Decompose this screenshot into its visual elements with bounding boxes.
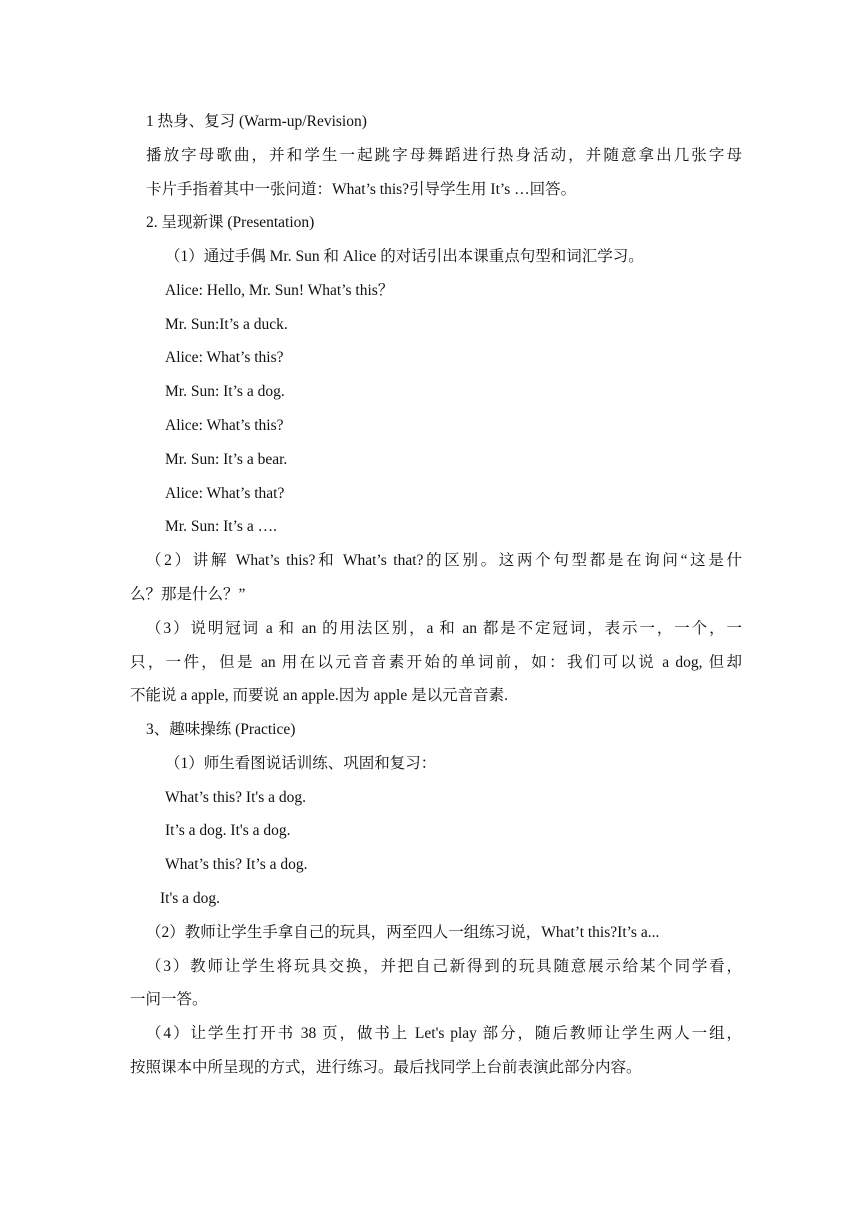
paragraph-line: （2）教师让学生手拿自己的玩具，两至四人一组练习说，What’t this?It’s a...: [146, 924, 660, 941]
dialogue-line: Alice: Hello, Mr. Sun! What’s this？: [165, 282, 394, 299]
dialogue-line: Alice: What’s this?: [165, 417, 284, 434]
paragraph-line: 不能说 a apple, 而要说 an apple.因为 apple 是以元音音素.: [130, 687, 508, 704]
practice-line: It's a dog.: [160, 890, 221, 907]
section-heading-warmup: 1 热身、复习 (Warm-up/Revision): [146, 113, 367, 130]
dialogue-line: Mr. Sun:It’s a duck.: [165, 316, 288, 333]
dialogue-line: Alice: What’s that?: [165, 485, 285, 502]
dialogue-line: Mr. Sun: It’s a bear.: [165, 451, 288, 468]
dialogue-line: Mr. Sun: It’s a ….: [165, 518, 277, 535]
paragraph-line: 只，一件，但是 an 用在以元音音素开始的单词前，如：我们可以说 a dog, 但却: [130, 654, 742, 671]
paragraph-line: （3）教师让学生将玩具交换，并把自己新得到的玩具随意展示给某个同学看，: [146, 958, 742, 975]
dialogue-line: Mr. Sun: It’s a dog.: [165, 383, 285, 400]
practice-line: What’s this? It's a dog.: [165, 789, 306, 806]
practice-line: What’s this? It’s a dog.: [165, 856, 308, 873]
paragraph-line: 卡片手指着其中一张问道：What’s this?引导学生用 It’s …回答。: [146, 181, 577, 198]
section-heading-practice: 3、趣味操练 (Practice): [146, 721, 296, 738]
practice-line: It’s a dog. It's a dog.: [165, 822, 291, 839]
paragraph-line: （2）讲解 What’s this?和 What’s that?的区别。这两个句型都是在询问“这是什: [146, 552, 742, 569]
paragraph-line: 么？那是什么？”: [130, 586, 246, 603]
paragraph-line: （1）通过手偶 Mr. Sun 和 Alice 的对话引出本课重点句型和词汇学习。: [165, 248, 644, 265]
paragraph-line: 按照课本中所呈现的方式，进行练习。最后找同学上台前表演此部分内容。: [130, 1059, 642, 1076]
paragraph-line: 播放字母歌曲，并和学生一起跳字母舞蹈进行热身活动，并随意拿出几张字母: [146, 147, 742, 164]
section-heading-presentation: 2. 呈现新课 (Presentation): [146, 214, 315, 231]
dialogue-line: Alice: What’s this?: [165, 349, 284, 366]
paragraph-line: （1）师生看图说话训练、巩固和复习：: [165, 755, 437, 772]
paragraph-line: （3）说明冠词 a 和 an 的用法区别，a 和 an 都是不定冠词，表示一，一个，一: [146, 620, 742, 637]
paragraph-line: （4）让学生打开书 38 页，做书上 Let's play 部分，随后教师让学生两人一组，: [146, 1025, 742, 1042]
paragraph-line: 一问一答。: [130, 991, 208, 1008]
